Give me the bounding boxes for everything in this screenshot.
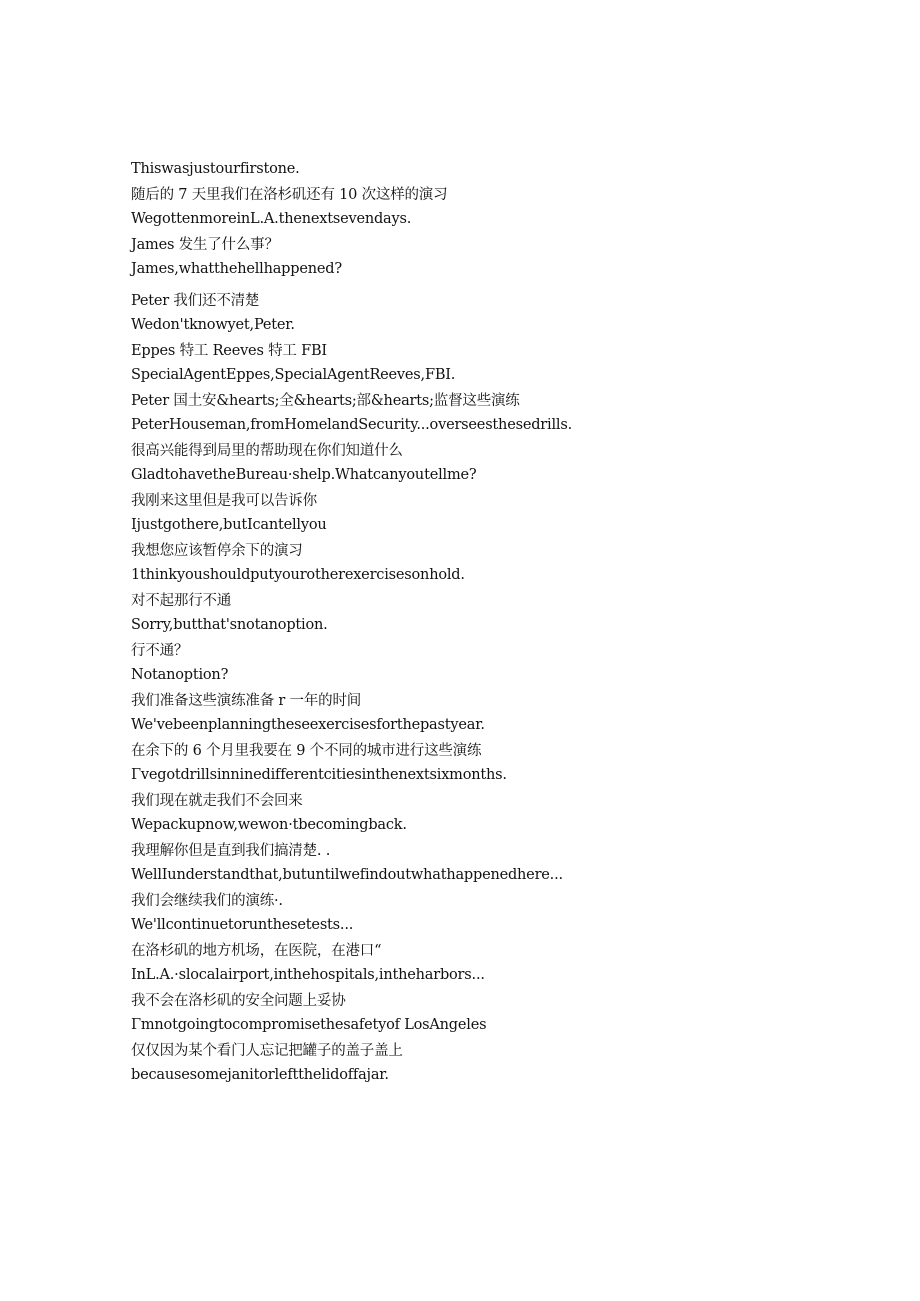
text-line: Notanoption?: [131, 667, 229, 683]
text-line: Peter 我们还不清楚: [131, 293, 260, 309]
text-line: James,whatthehellhappened?: [131, 261, 342, 277]
text-line: 我们准备这些演练准备 r 一年的时间: [131, 693, 362, 709]
text-line: We'vebeenplanningtheseexercisesforthepastyear.: [131, 717, 485, 733]
text-line: Sorry,butthat'snotanoption.: [131, 617, 328, 633]
text-line: Wedon'tknowyet,Peter.: [131, 317, 295, 333]
text-line: WegottenmoreinL.A.thenextsevendays.: [131, 211, 412, 227]
text-line: 我们现在就走我们不会回来: [131, 793, 303, 809]
text-line: Ijustgothere,butIcantellyou: [131, 517, 327, 533]
text-line: Thiswasjustourfirstone.: [131, 161, 300, 177]
text-line: GladtohavetheBureau·shelp.Whatcanyoutellme?: [131, 467, 477, 483]
text-line: 在余下的 6 个月里我要在 9 个不同的城市进行这些演练: [131, 743, 482, 759]
text-line: 我理解你但是直到我们搞清楚. .: [131, 843, 331, 859]
text-line: 对不起那行不通: [131, 593, 232, 609]
text-line: 随后的 7 天里我们在洛杉矶还有 10 次这样的演习: [131, 187, 448, 203]
text-line: 很高兴能得到局里的帮助现在你们知道什么: [131, 443, 403, 459]
text-line: becausesomejanitorleftthelidoffajar.: [131, 1067, 389, 1083]
text-line: InL.A.·slocalairport,inthehospitals,intheharbors...: [131, 967, 485, 983]
text-line: 仅仅因为某个看门人忘记把罐子的盖子盖上: [131, 1043, 403, 1059]
text-line: James 发生了什么事？: [131, 237, 279, 253]
text-line: 我不会在洛杉矶的安全问题上妥协: [131, 993, 346, 1009]
document-body: [131, 160, 831, 1084]
text-line: PeterHouseman,fromHomelandSecurity...overseesthesedrills.: [131, 417, 572, 433]
text-line: 我们会继续我们的演练·.: [131, 893, 283, 909]
text-line: SpecialAgentEppes,SpecialAgentReeves,FBI.: [131, 367, 456, 383]
text-line: We'llcontinuetorunthesetests...: [131, 917, 354, 933]
text-line: 行不通？: [131, 643, 189, 659]
text-line: 1thinkyoushouldputyourotherexercisesonhold.: [131, 567, 465, 583]
text-line: Peter 国土安&hearts;全&hearts;部&hearts;监督这些演练: [131, 393, 520, 409]
text-line: WellIunderstandthat,butuntilwefindoutwhathappenedhere...: [131, 867, 563, 883]
text-line: 我刚来这里但是我可以告诉你: [131, 493, 317, 509]
text-line: Eppes 特工 Reeves 特工 FBI: [131, 343, 327, 359]
text-line: Wepackupnow,wewon·tbecomingback.: [131, 817, 407, 833]
text-line: Γmnotgoingtocompromisethesafetyof LosAngeles: [131, 1017, 487, 1033]
text-line: 我想您应该暂停余下的演习: [131, 543, 303, 559]
text-line: Γvegotdrillsinninedifferentcitiesinthenextsixmonths.: [131, 767, 507, 783]
text-line: 在洛杉矶的地方机场，在医院，在港口“: [131, 943, 382, 959]
